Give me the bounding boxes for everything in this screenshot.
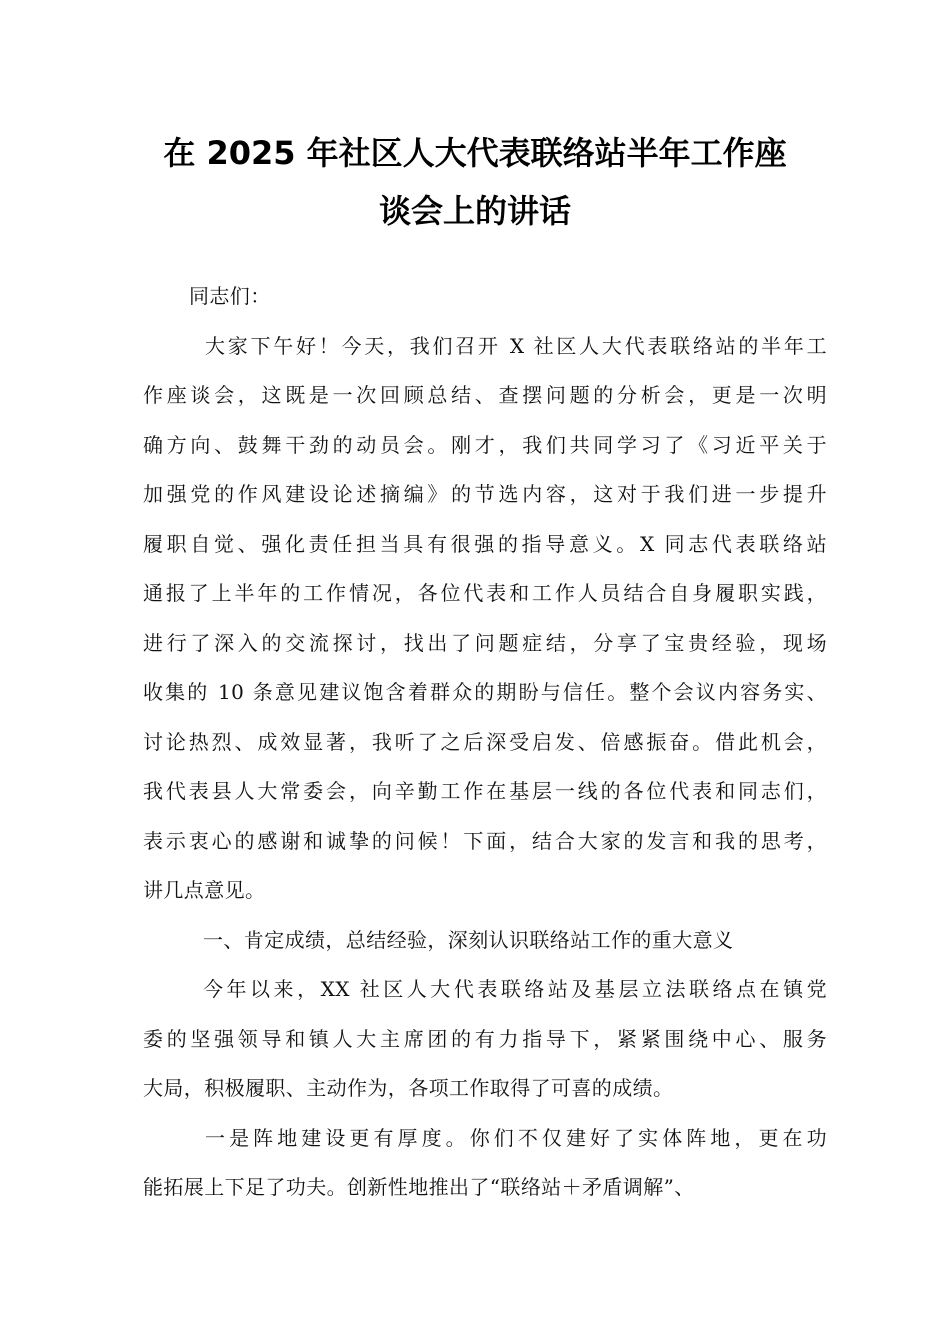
salutation: 同志们： xyxy=(189,284,271,308)
text-line: 加强党的作风建设论述摘编》的节选内容，这对于我们进一步提升 xyxy=(143,482,827,506)
text-line: 今年以来，XX 社区人大代表联络站及基层立法联络点在镇党 xyxy=(203,977,827,1001)
text-line: 进行了深入的交流探讨，找出了问题症结，分享了宝贵经验，现场 xyxy=(143,630,827,655)
text-line: 收集的 10 条意见建议饱含着群众的期盼与信任。整个会议内容务实、 xyxy=(143,680,827,704)
text-line: 确方向、鼓舞干劲的动员会。刚才，我们共同学习了《习近平关于 xyxy=(143,432,827,457)
text-line: 一是阵地建设更有厚度。你们不仅建好了实体阵地，更在功 xyxy=(205,1125,827,1150)
heading-line: 一、肯定成绩，总结经验，深刻认识联络站工作的重大意义 xyxy=(203,927,734,952)
text-line: 能拓展上下足了功夫。创新性地推出了“联络站＋矛盾调解”、 xyxy=(143,1175,695,1199)
text-line: 讨论热烈、成效显著，我听了之后深受启发、倍感振奋。借此机会， xyxy=(143,729,827,754)
text-line: 通报了上半年的工作情况，各位代表和工作人员结合自身履职实践， xyxy=(143,581,827,605)
document-body xyxy=(143,272,827,1213)
text-line: 大家下午好！今天，我们召开 X 社区人大代表联络站的半年工 xyxy=(205,333,827,358)
text-line: 大局，积极履职、主动作为，各项工作取得了可喜的成绩。 xyxy=(143,1076,674,1100)
section-heading-1 xyxy=(143,916,827,966)
text-line: 委的坚强领导和镇人大主席团的有力指导下，紧紧围绕中心、服务 xyxy=(143,1026,827,1051)
text-line: 作座谈会，这既是一次回顾总结、查摆问题的分析会，更是一次明 xyxy=(143,383,827,407)
text-line: 履职自觉、强化责任担当具有很强的指导意义。X 同志代表联络站 xyxy=(143,531,827,556)
document-title xyxy=(120,124,830,240)
paragraph-position-building xyxy=(143,1114,827,1213)
text-line: 表示衷心的感谢和诚挚的问候！下面，结合大家的发言和我的思考， xyxy=(143,828,827,853)
text-line: 讲几点意见。 xyxy=(143,878,266,902)
paragraph-opening xyxy=(143,322,827,916)
title-line: 在 2025 年社区人大代表联络站半年工作座 xyxy=(163,134,787,172)
text-line: 我代表县人大常委会，向辛勤工作在基层一线的各位代表和同志们， xyxy=(143,779,827,803)
paragraph-achievements xyxy=(143,965,827,1114)
title-line: 谈会上的讲话 xyxy=(378,192,571,230)
